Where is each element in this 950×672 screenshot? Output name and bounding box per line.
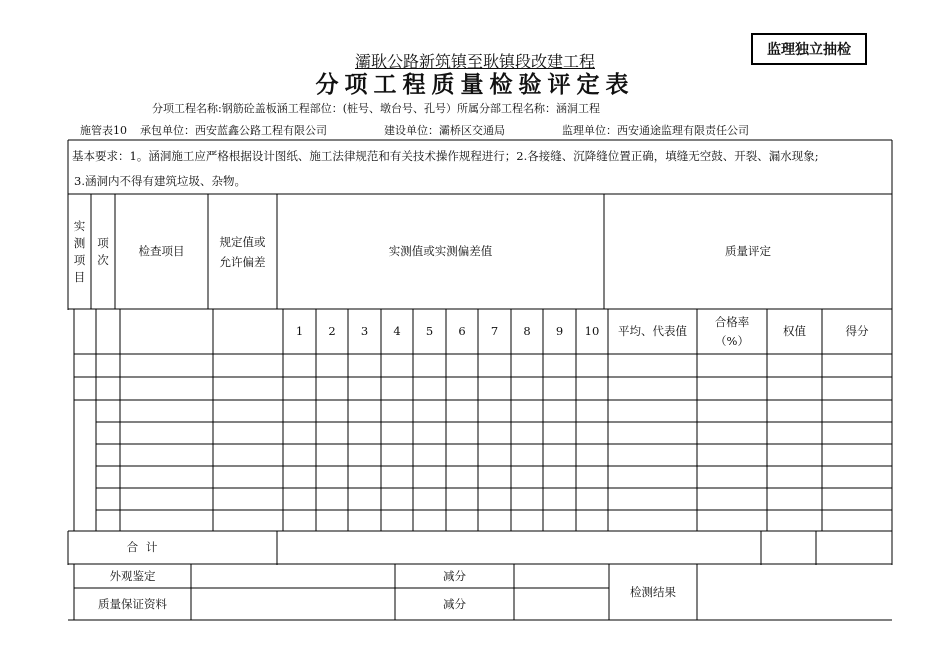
col-header-2: 2 xyxy=(328,324,336,338)
appearance-label: 外观鉴定 xyxy=(109,568,156,583)
header-quality-eval: 质量评定 xyxy=(725,244,771,258)
contractor: 承包单位：西安蓝鑫公路工程有限公司 xyxy=(140,124,327,137)
form-title: 分项工程质量检验评定表 xyxy=(315,72,635,98)
requirements-line-2: 3.涵洞内不得有建筑垃圾、杂物。 xyxy=(74,174,246,188)
info-line-1: 分项工程名称:钢筋砼盖板涵工程部位：(桩号、墩台号、孔号）所属分部工程名称：涵洞工程 xyxy=(152,102,600,115)
form-number: 施管表10 xyxy=(80,124,127,137)
col-header-3: 3 xyxy=(360,324,369,338)
col-header-9: 9 xyxy=(555,324,564,338)
quality-docs-label: 质量保证资料 xyxy=(98,596,167,611)
col-header-10: 10 xyxy=(584,324,600,338)
col-header-score: 得分 xyxy=(845,324,869,338)
builder: 建设单位：灞桥区交通局 xyxy=(384,124,505,137)
header-measured-values: 实测值或实测偏差值 xyxy=(388,244,493,258)
col-header-4: 4 xyxy=(393,324,401,338)
header-item-no: 项次 xyxy=(97,235,109,267)
col-header-8: 8 xyxy=(523,324,531,338)
col-header-weight: 权值 xyxy=(783,324,806,338)
header-measured-items: 实测项目 xyxy=(73,218,86,284)
result-label: 检测结果 xyxy=(630,584,676,599)
deduct-label-2: 减分 xyxy=(443,596,466,611)
col-header-1: 1 xyxy=(295,324,304,338)
col-header-pass-rate: 合格率（%） xyxy=(714,314,750,348)
supervisor: 监理单位：西安通途监理有限责任公司 xyxy=(562,124,749,137)
col-header-avg: 平均、代表值 xyxy=(618,324,687,338)
header-spec-value: 规定值或允许偏差 xyxy=(219,234,266,269)
col-header-7: 7 xyxy=(490,324,499,338)
deduct-label-1: 减分 xyxy=(443,568,466,583)
requirements-line-1: 基本要求：1。涵洞施工应严格根据设计图纸、施工法律规范和有关技术操作规程进行；2.各接缝、沉降缝位置正确，填缝无空鼓、开裂、漏水现象; xyxy=(72,149,819,163)
independent-inspection-stamp: 监理独立抽检 xyxy=(751,33,867,65)
project-name: 灞耿公路新筑镇至耿镇段改建工程 xyxy=(354,52,595,71)
col-header-5: 5 xyxy=(425,324,434,338)
header-check-item: 检查项目 xyxy=(138,244,185,258)
total-label: 合 计 xyxy=(126,540,160,554)
col-header-6: 6 xyxy=(458,324,466,338)
